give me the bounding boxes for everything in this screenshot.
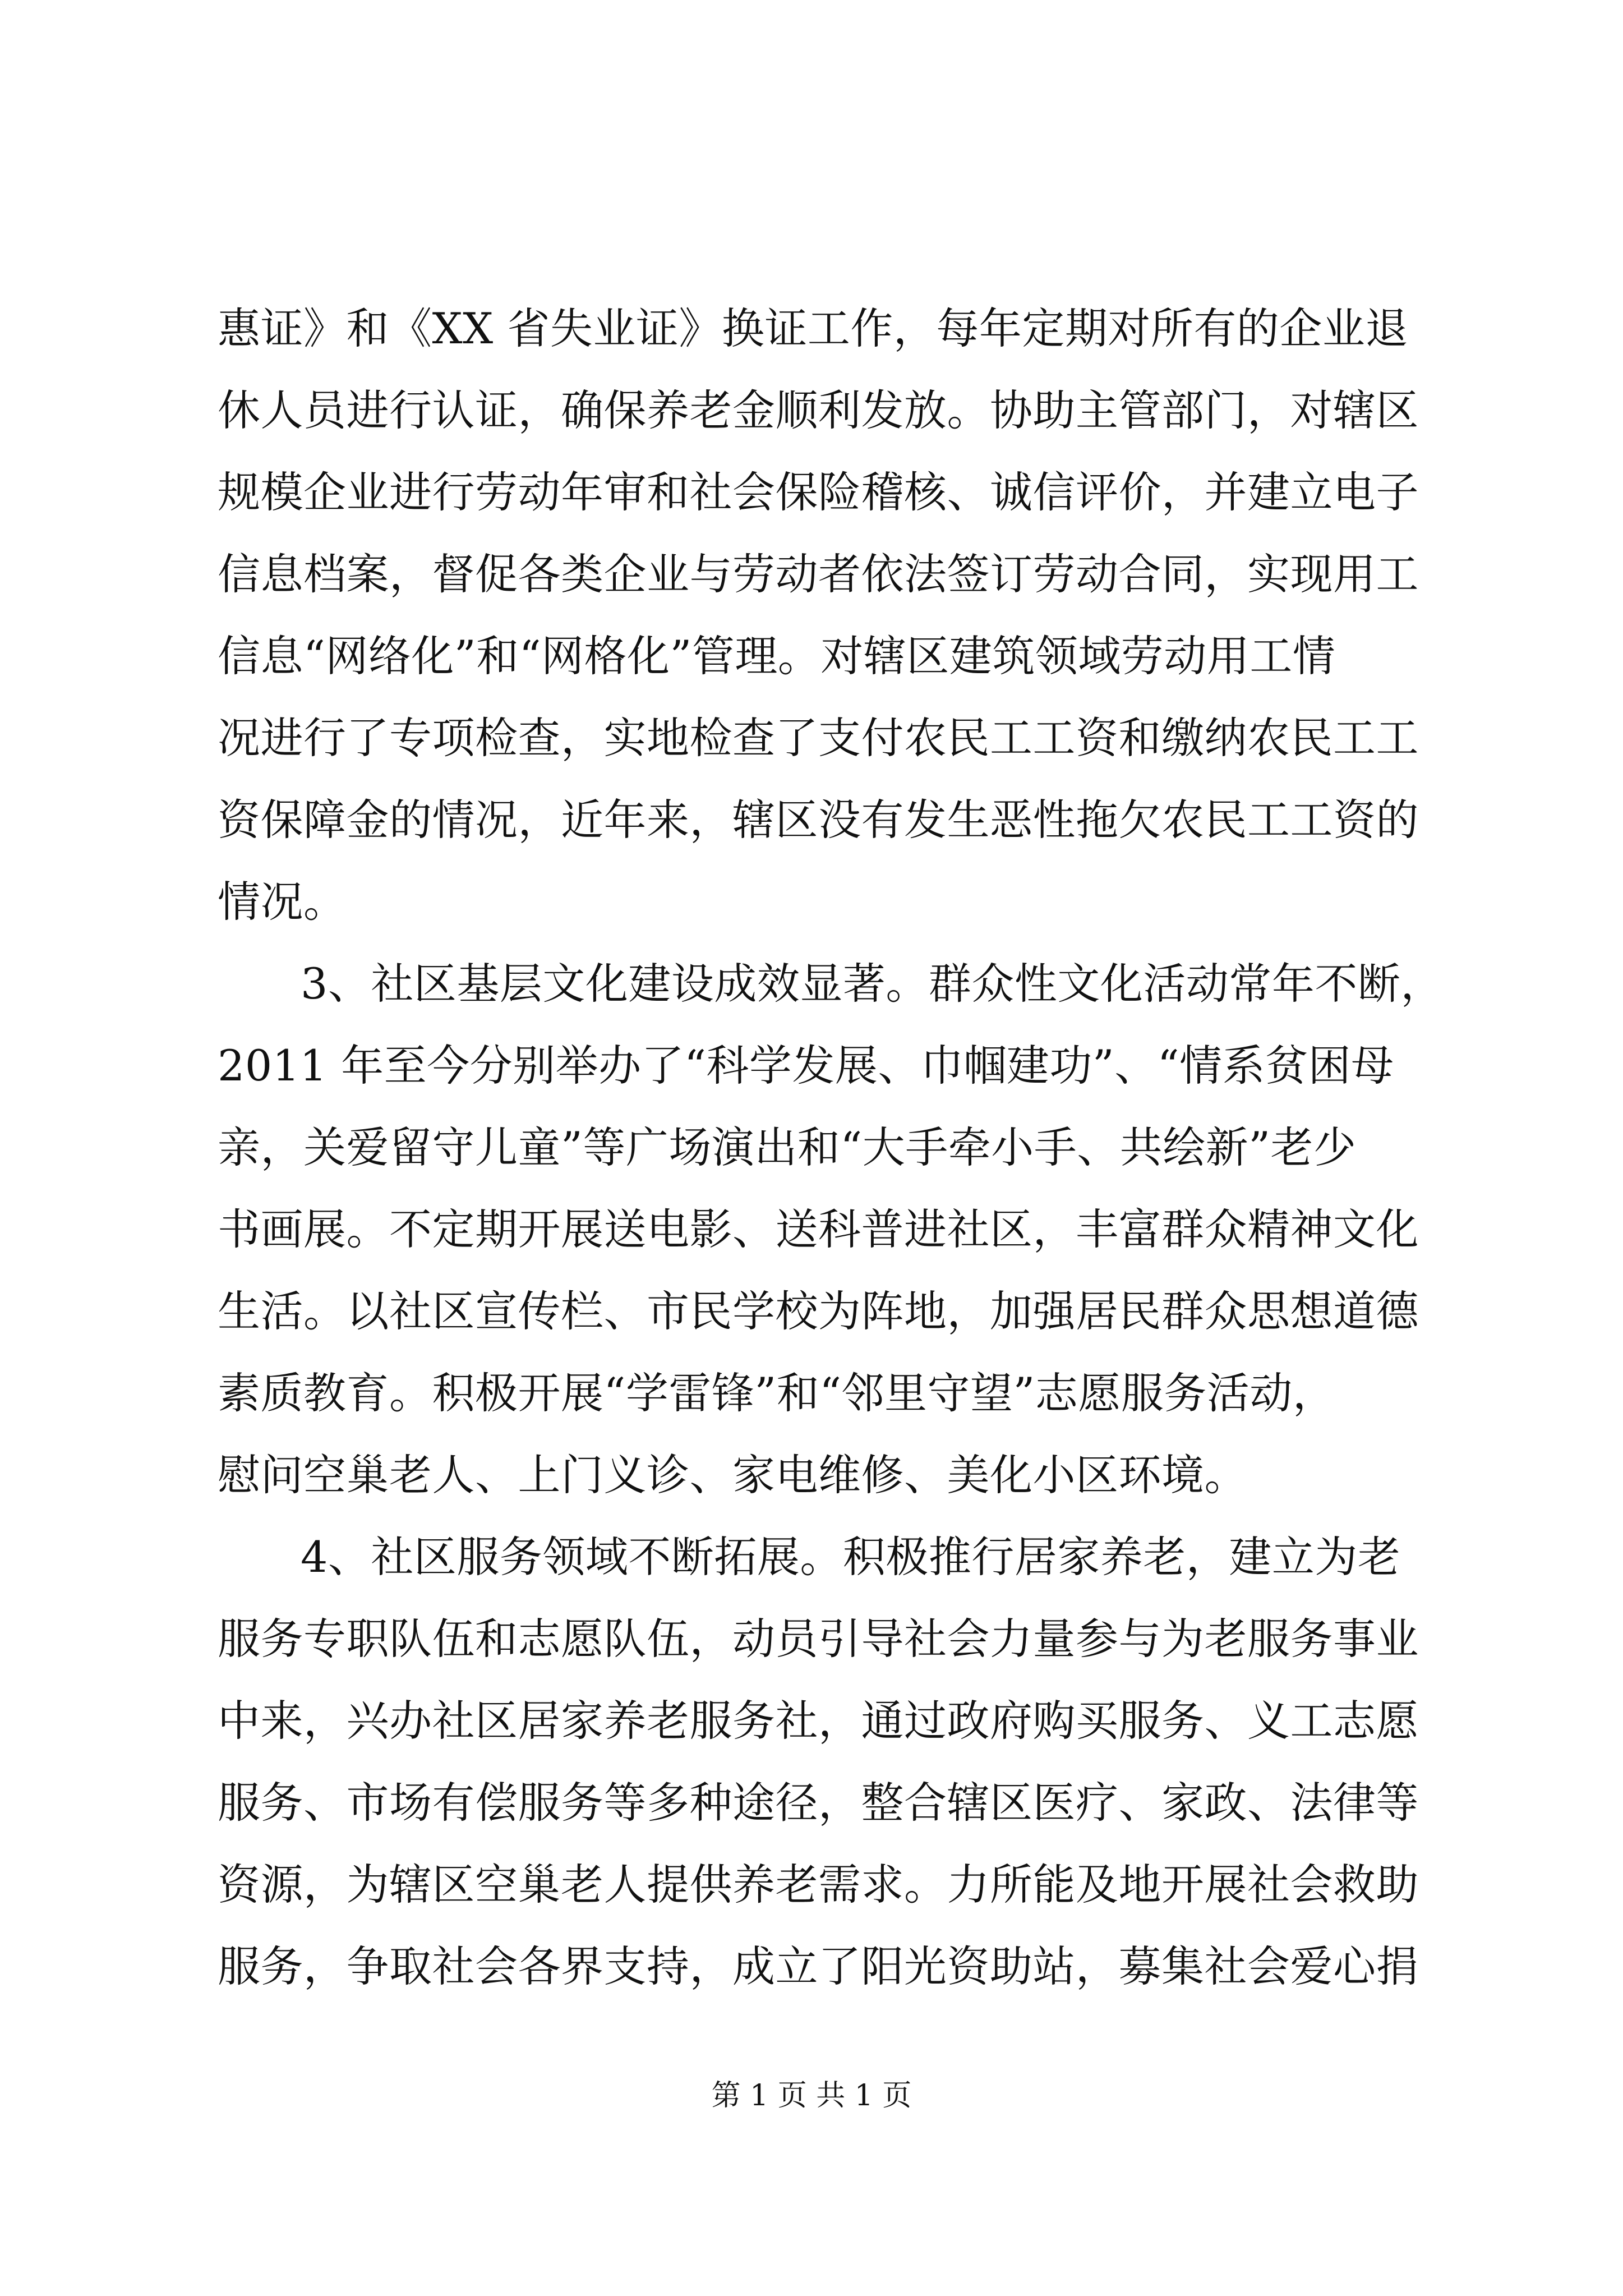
text-line: 服务专职队伍和志愿队伍，动员引导社会力量参与为老服务事业 [218, 1614, 1419, 1664]
text-line: 素质教育。积极开展“学雷锋”和“邻里守望”志愿服务活动， [218, 1368, 1336, 1418]
text-line: 信息“网络化”和“网格化”管理。对辖区建筑领域劳动用工情 [218, 631, 1336, 681]
text-line: 2011 年至今分别举办了“科学发展、巾帼建功”、“情系贫困母 [218, 1041, 1394, 1091]
text-line: 资保障金的情况，近年来，辖区没有发生恶性拖欠农民工工资的 [218, 795, 1419, 845]
paragraph-start-line: 3、社区基层文化建设成效显著。群众性文化活动常年不断， [301, 959, 1444, 1009]
text-line: 规模企业进行劳动年审和社会保险稽核、诚信评价，并建立电子 [218, 467, 1419, 517]
paragraph-start-line: 4、社区服务领域不断拓展。积极推行居家养老，建立为老 [301, 1532, 1401, 1582]
text-line: 亲，关爱留守儿童”等广场演出和“大手牵小手、共绘新”老少 [218, 1122, 1357, 1172]
text-line: 生活。以社区宣传栏、市民学校为阵地，加强居民群众思想道德 [218, 1286, 1419, 1336]
text-line: 慰问空巢老人、上门义诊、家电维修、美化小区环境。 [218, 1450, 1247, 1500]
text-line: 信息档案，督促各类企业与劳动者依法签订劳动合同，实现用工 [218, 549, 1419, 599]
text-line: 休人员进行认证，确保养老金顺利发放。协助主管部门，对辖区 [218, 385, 1419, 435]
text-line: 情况。 [218, 877, 347, 927]
text-line: 服务，争取社会各界支持，成立了阳光资助站，募集社会爱心捐 [218, 1941, 1419, 1991]
text-line: 服务、市场有偿服务等多种途径，整合辖区医疗、家政、法律等 [218, 1778, 1419, 1828]
page-footer: 第 1 页 共 1 页 [711, 2079, 912, 2113]
text-line: 资源，为辖区空巢老人提供养老需求。力所能及地开展社会救助 [218, 1860, 1419, 1910]
text-line: 惠证》和《XX 省失业证》换证工作，每年定期对所有的企业退 [218, 303, 1408, 353]
text-line: 书画展。不定期开展送电影、送科普进社区，丰富群众精神文化 [218, 1204, 1419, 1254]
text-line: 况进行了专项检查，实地检查了支付农民工工资和缴纳农民工工 [218, 713, 1419, 763]
text-line: 中来，兴办社区居家养老服务社，通过政府购买服务、义工志愿 [218, 1696, 1419, 1746]
